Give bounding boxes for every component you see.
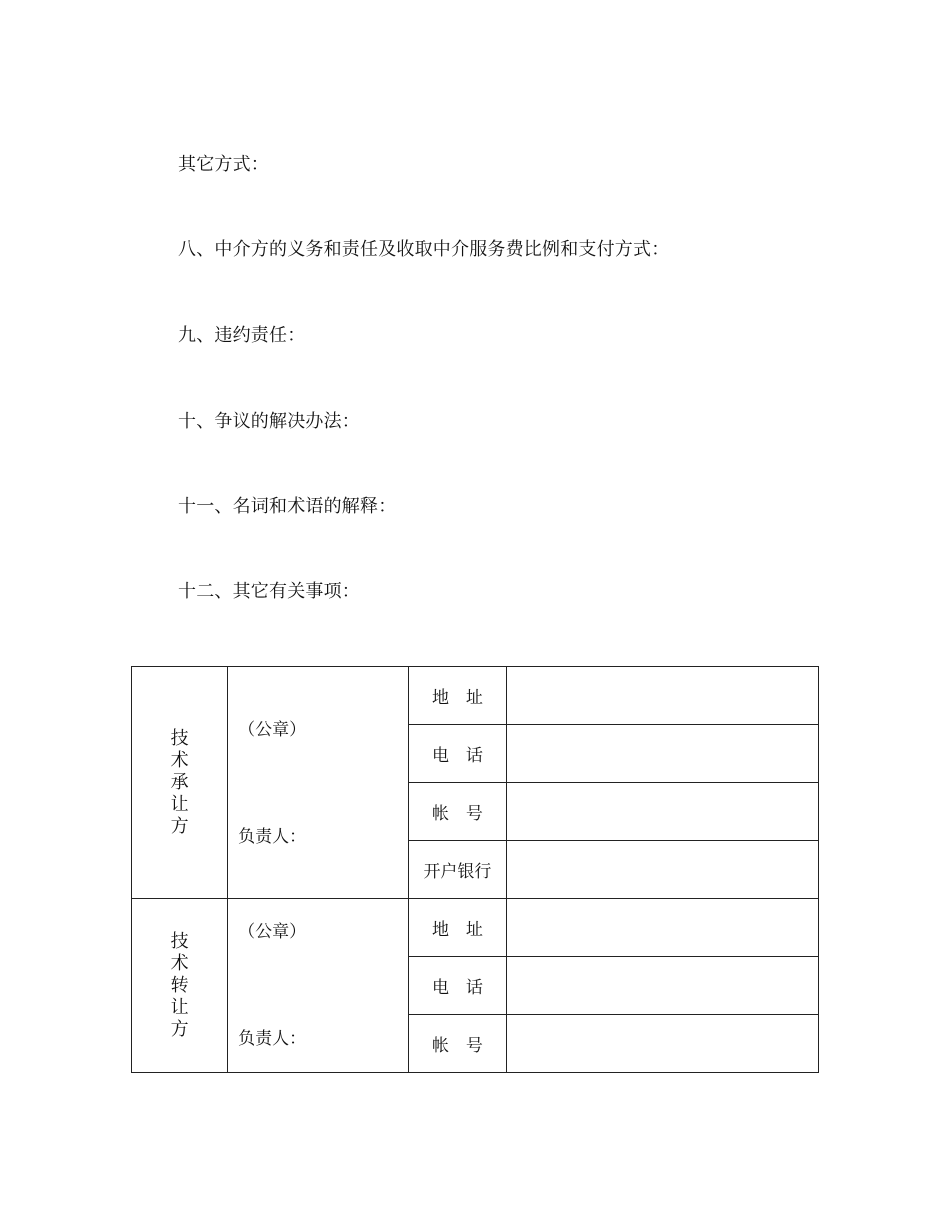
table-row — [132, 899, 819, 957]
account-label: 帐 号 — [409, 783, 506, 841]
technology-transferor-label: 技术转让方 — [170, 930, 189, 1040]
party-name-cell — [132, 899, 228, 1073]
section-other-methods: 其它方式： — [178, 154, 269, 175]
section-intermediary-duties: 八、中介方的义务和责任及收取中介服务费比例和支付方式： — [178, 239, 670, 260]
account-label: 帐 号 — [409, 1015, 506, 1073]
responsible-person-label: 负责人： — [238, 827, 307, 847]
section-dispute-resolution: 十、争议的解决办法： — [178, 411, 360, 432]
official-seal-label: （公章） — [238, 922, 307, 942]
account-value-field[interactable] — [506, 783, 818, 841]
bank-value-field[interactable] — [506, 841, 818, 899]
address-value-field[interactable] — [506, 667, 818, 725]
account-value-field[interactable] — [506, 1015, 818, 1073]
table-row — [132, 667, 819, 725]
phone-label: 电 话 — [409, 957, 506, 1015]
technology-transferee-label: 技术承让方 — [170, 727, 189, 837]
official-seal-label: （公章） — [238, 720, 307, 740]
phone-value-field[interactable] — [506, 725, 818, 783]
address-label: 地 址 — [409, 899, 506, 957]
party-name-cell — [132, 667, 228, 899]
section-terms-definitions: 十一、名词和术语的解释： — [178, 496, 397, 517]
responsible-person-label: 负责人： — [238, 1029, 307, 1049]
address-label: 地 址 — [409, 667, 506, 725]
bank-label: 开户银行 — [409, 841, 506, 899]
seal-signature-area — [228, 667, 409, 899]
phone-value-field[interactable] — [506, 957, 818, 1015]
phone-label: 电 话 — [409, 725, 506, 783]
seal-signature-area — [228, 899, 409, 1073]
section-breach-liability: 九、违约责任： — [178, 325, 306, 346]
section-other-matters: 十二、其它有关事项： — [178, 581, 360, 602]
signature-table — [131, 666, 819, 1073]
address-value-field[interactable] — [506, 899, 818, 957]
